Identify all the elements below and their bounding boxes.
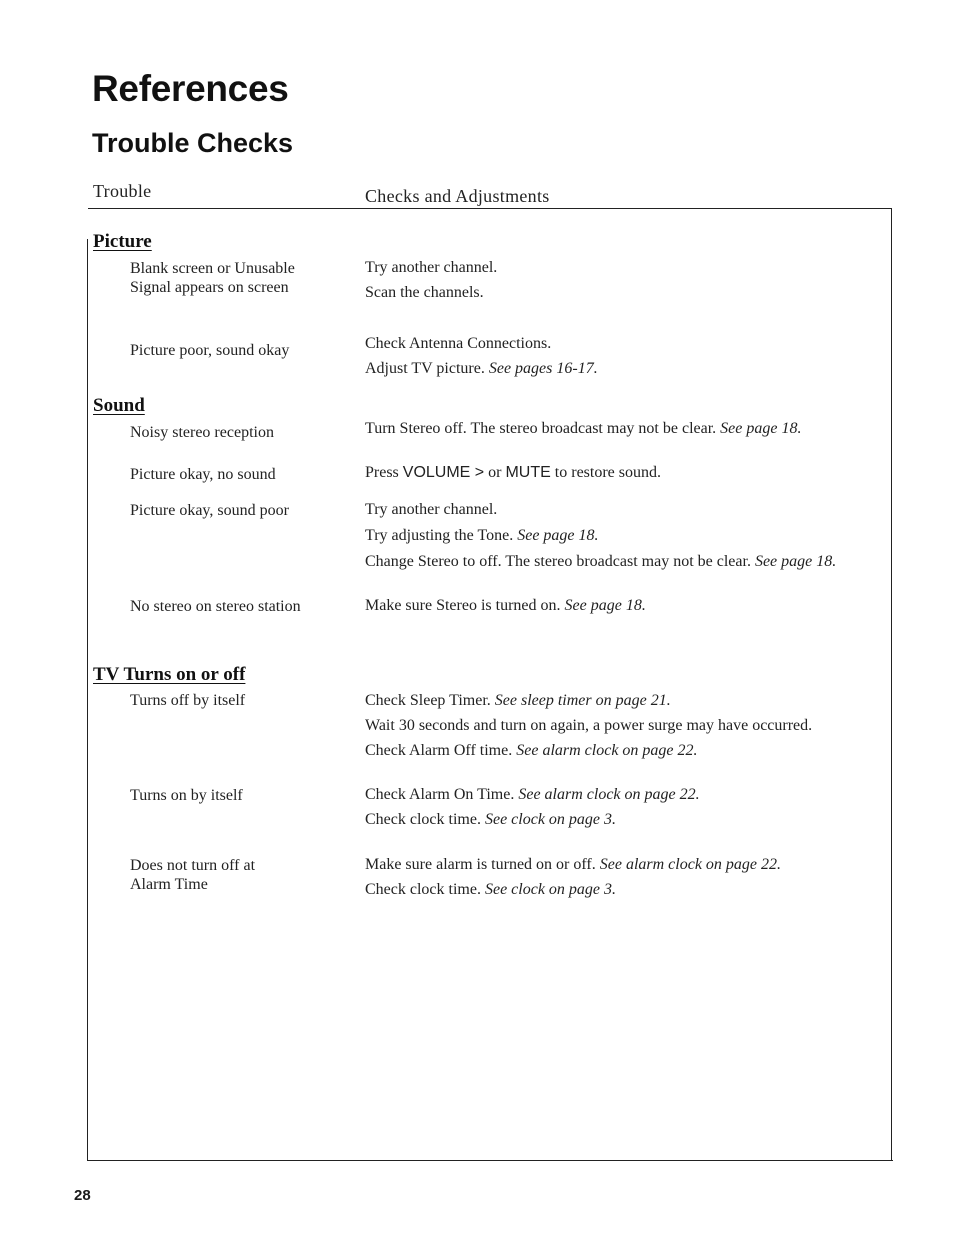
- page-reference: See page 18.: [564, 597, 646, 614]
- trouble-turns-off: Turns off by itself: [130, 692, 246, 709]
- trouble-alarm-time: Does not turn off at Alarm Time: [130, 857, 256, 893]
- trouble-sound-poor: Picture okay, sound poor: [130, 502, 289, 519]
- check-line: Check Alarm On Time. See alarm clock on page 22.: [365, 786, 700, 803]
- trouble-picture-poor: Picture poor, sound okay: [130, 342, 290, 359]
- check-line: Turn Stereo off. The stereo broadcast may not be clear. See page 18.: [365, 420, 802, 437]
- page-reference: See pages 16-17.: [488, 360, 598, 377]
- trouble-no-stereo: No stereo on stereo station: [130, 598, 301, 615]
- check-line: Scan the channels.: [365, 284, 484, 301]
- page-reference: See clock on page 3.: [484, 881, 617, 898]
- check-line: Make sure alarm is turned on or off. See alarm clock on page 22.: [365, 856, 782, 873]
- table-top-rule: [88, 208, 891, 209]
- check-line: Wait 30 seconds and turn on again, a power surge may have occurred.: [365, 717, 813, 734]
- trouble-noisy-stereo: Noisy stereo reception: [130, 424, 274, 441]
- check-line: Make sure Stereo is turned on. See page 18.: [365, 597, 646, 614]
- page-title: References: [92, 68, 289, 109]
- section-title: Trouble Checks: [92, 128, 294, 158]
- page-reference: See alarm clock on page 22.: [516, 742, 698, 759]
- check-line: Press VOLUME > or MUTE to restore sound.: [365, 464, 661, 481]
- trouble-blank-screen: Blank screen or Unusable Signal appears on screen: [130, 260, 295, 296]
- column-header-checks: Checks and Adjustments: [365, 186, 550, 206]
- page-reference: See page 18.: [517, 527, 599, 544]
- page-reference: See alarm clock on page 22.: [518, 786, 700, 803]
- volume-key-label: VOLUME >: [402, 464, 485, 481]
- table-bottom-rule: [87, 1160, 893, 1161]
- page-reference: See clock on page 3.: [484, 811, 617, 828]
- check-line: Check Alarm Off time. See alarm clock on page 22.: [365, 742, 698, 759]
- page-reference: See alarm clock on page 22.: [599, 856, 782, 873]
- check-line: Try another channel.: [365, 501, 498, 518]
- mute-key-label: MUTE: [505, 464, 551, 481]
- check-line: Adjust TV picture. See pages 16-17.: [365, 360, 598, 377]
- table-left-rule: [87, 239, 88, 1161]
- check-line: Check Sleep Timer. See sleep timer on page 21.: [365, 692, 671, 709]
- check-line: Try another channel.: [365, 259, 498, 276]
- page-number: 28: [74, 1187, 91, 1204]
- trouble-turns-on: Turns on by itself: [130, 787, 243, 804]
- page-reference: See page 18.: [720, 420, 802, 437]
- section-heading-picture: Picture: [93, 231, 152, 252]
- section-heading-tv-power: TV Turns on or off: [93, 664, 246, 685]
- check-line: Change Stereo to off. The stereo broadcast may not be clear. See page 18.: [365, 553, 837, 570]
- page-reference: See page 18.: [754, 553, 837, 570]
- check-line: Try adjusting the Tone. See page 18.: [365, 527, 599, 544]
- table-right-rule: [891, 208, 892, 1161]
- column-header-trouble: Trouble: [93, 181, 152, 201]
- section-heading-sound: Sound: [93, 395, 145, 416]
- page-reference: See sleep timer on page 21.: [494, 692, 671, 709]
- trouble-no-sound: Picture okay, no sound: [130, 466, 276, 483]
- check-line: Check Antenna Connections.: [365, 335, 552, 352]
- check-line: Check clock time. See clock on page 3.: [365, 881, 617, 898]
- check-line: Check clock time. See clock on page 3.: [365, 811, 617, 828]
